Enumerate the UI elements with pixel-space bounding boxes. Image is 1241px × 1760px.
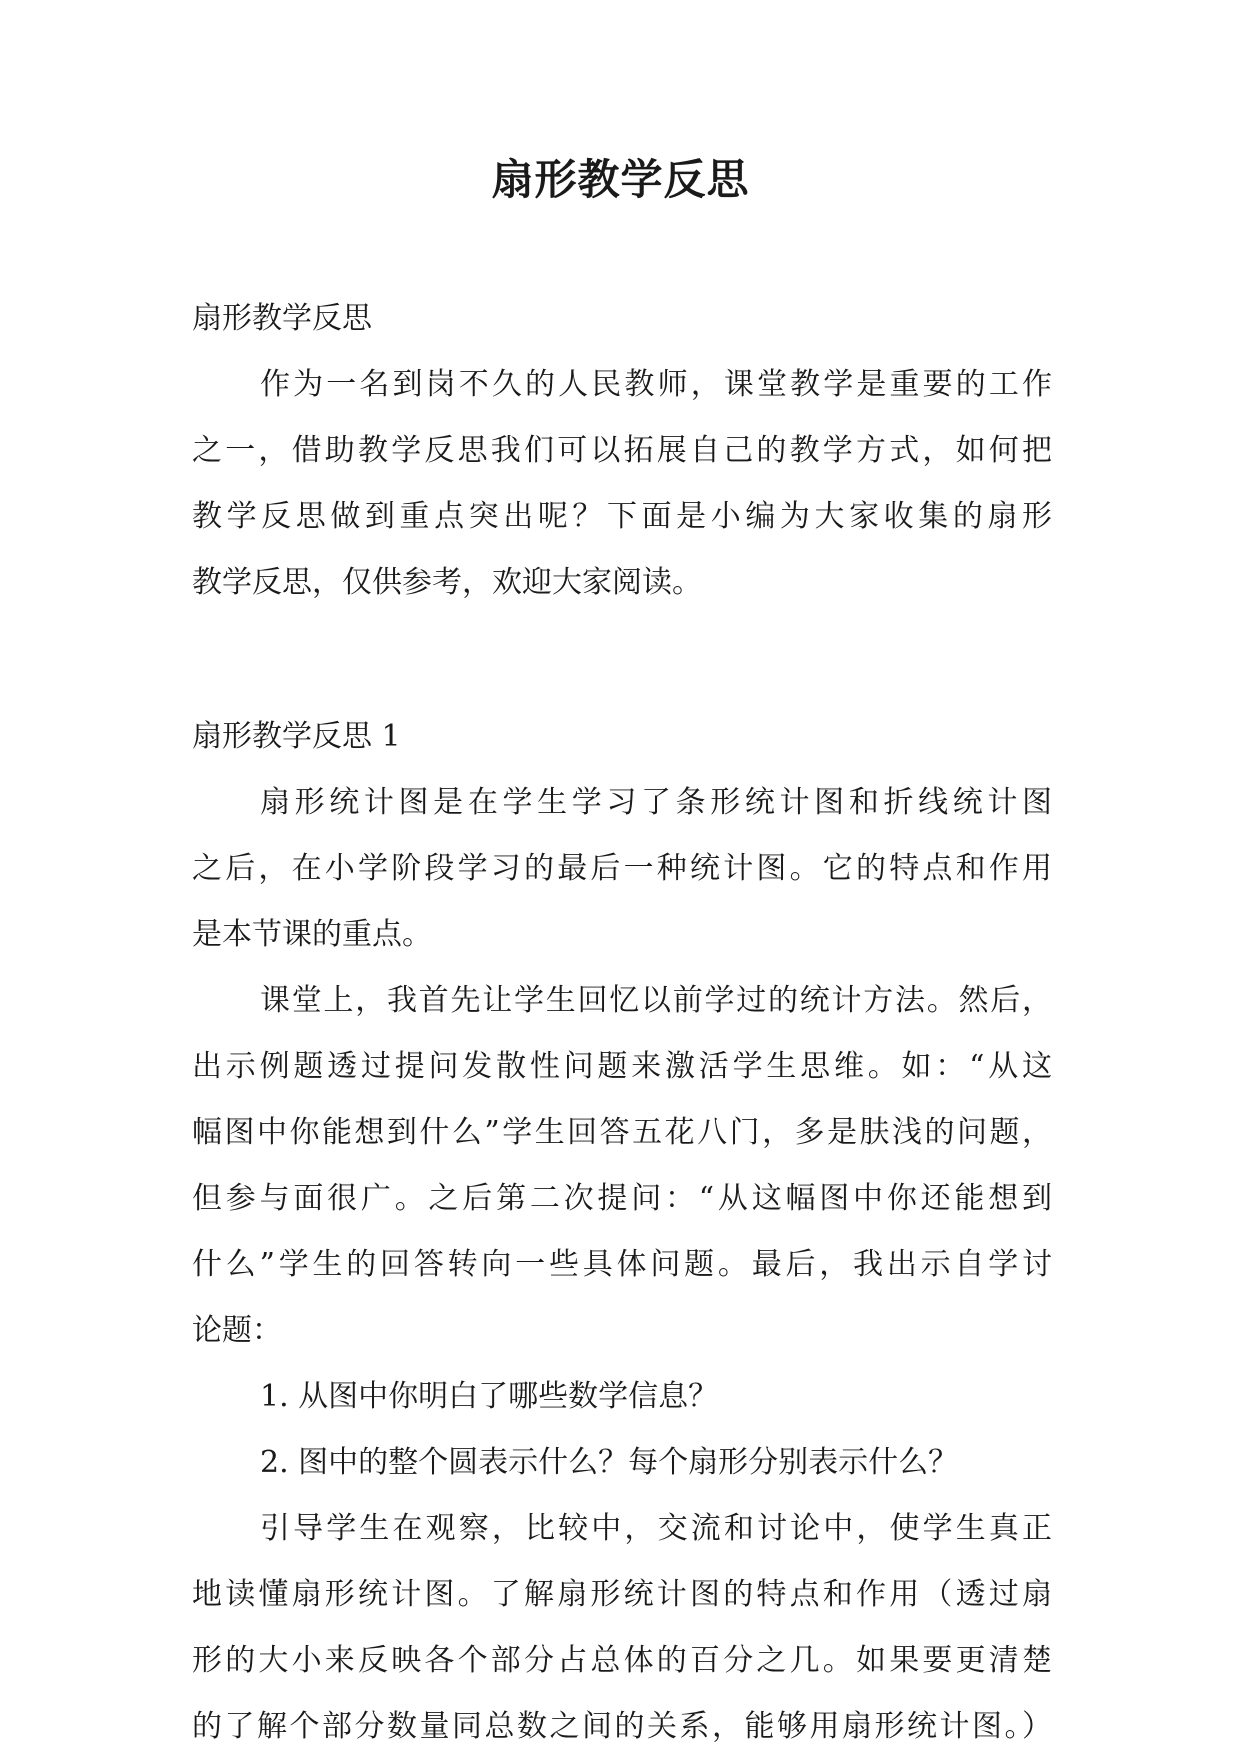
paragraph-line: 扇形统计图是在学生学习了条形统计图和折线统计图 [260,785,1052,820]
paragraph-line: 课堂上，我首先让学生回忆以前学过的统计方法。然后， [260,983,1052,1018]
section-spacer [192,616,1052,704]
paragraph-line: 出示例题透过提问发散性问题来激活学生思维。如：“从这 [192,1049,1052,1084]
document-title: 扇形教学反思 [491,155,750,204]
paragraph-line: 形的大小来反映各个部分占总体的百分之几。如果要更清楚 [192,1643,1052,1678]
intro-line: 教学反思做到重点突出呢？下面是小编为大家收集的扇形 [192,499,1052,534]
paragraph-line: 论题： [192,1313,282,1348]
question-item: 2. 图中的整个圆表示什么？每个扇形分别表示什么？ [260,1445,959,1480]
intro-line: 作为一名到岗不久的人民教师，课堂教学是重要的工作 [260,367,1052,402]
intro-heading: 扇形教学反思 [192,301,372,336]
document-body [192,286,1052,1760]
paragraph-line: 地读懂扇形统计图。了解扇形统计图的特点和作用（透过扇 [192,1577,1052,1612]
paragraph-line: 幅图中你能想到什么”学生回答五花八门，多是肤浅的问题， [192,1115,1052,1150]
paragraph-line: 是本节课的重点。 [192,917,432,952]
intro-line: 之一，借助教学反思我们可以拓展自己的教学方式，如何把 [192,433,1052,468]
paragraph-line: 之后，在小学阶段学习的最后一种统计图。它的特点和作用 [192,851,1052,886]
paragraph-line: 引导学生在观察，比较中，交流和讨论中，使学生真正 [260,1511,1052,1546]
paragraph-line: 但参与面很广。之后第二次提问：“从这幅图中你还能想到 [192,1181,1052,1216]
question-item: 1. 从图中你明白了哪些数学信息？ [260,1379,719,1414]
paragraph-line: 什么”学生的回答转向一些具体问题。最后，我出示自学讨 [192,1247,1052,1282]
intro-line: 教学反思，仅供参考，欢迎大家阅读。 [192,565,702,600]
paragraph-line: 的了解个部分数量同总数之间的关系，能够用扇形统计图。） [192,1709,1052,1744]
section-heading: 扇形教学反思 1 [192,719,401,754]
